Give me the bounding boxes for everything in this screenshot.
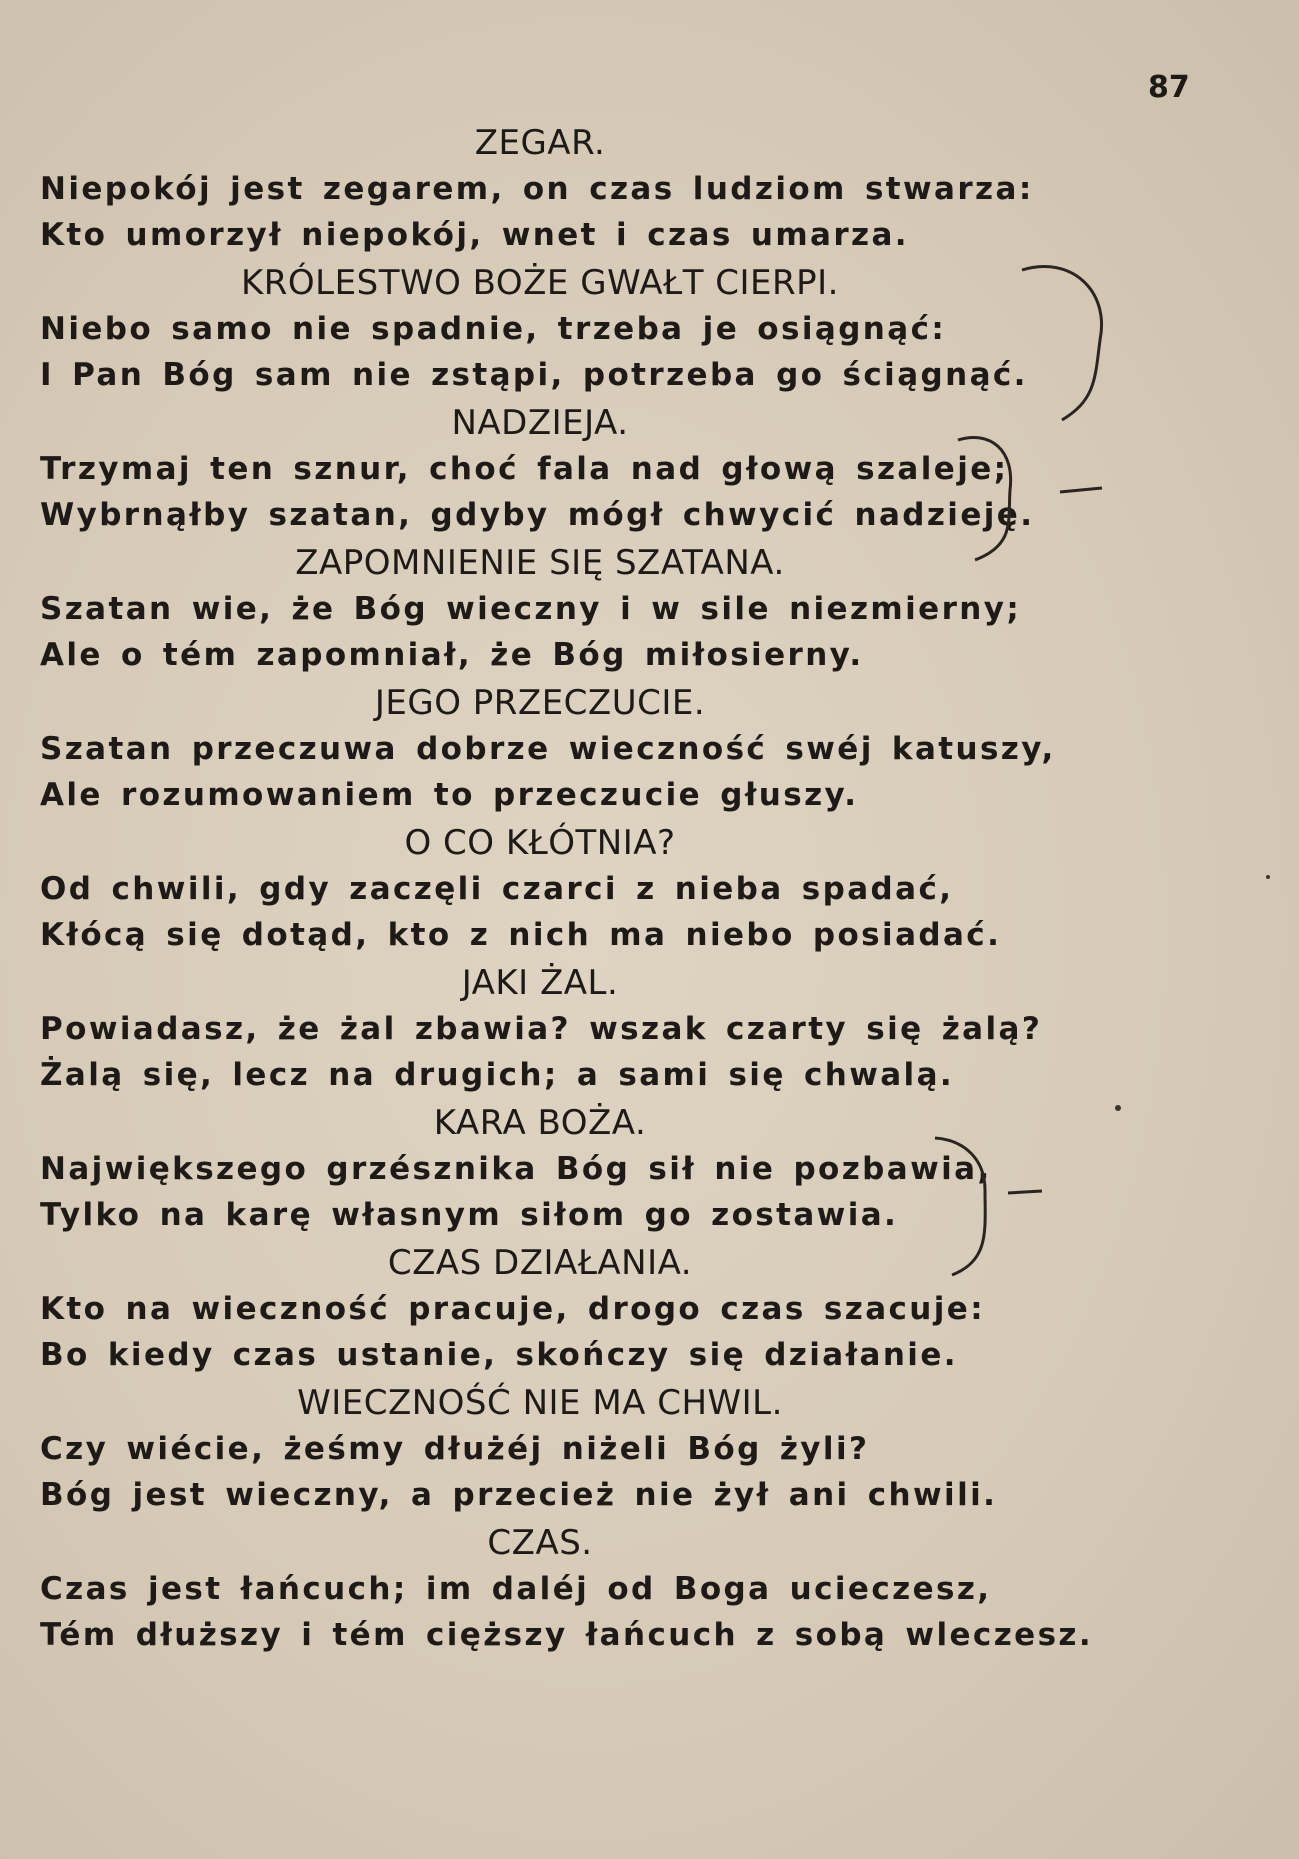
poem-title: NADZIEJA. — [451, 403, 629, 443]
poem-line: Kłócą się dotąd, kto z nich ma niebo posiadać. — [40, 917, 1002, 953]
poem-line: Czas jest łańcuch; im daléj od Boga ucieczesz, — [40, 1571, 992, 1607]
poem-line: Tylko na karę własnym siłom go zostawia. — [40, 1197, 899, 1233]
poem-line: Bo kiedy czas ustanie, skończy się działanie. — [40, 1337, 958, 1373]
poem-line: Szatan wie, że Bóg wieczny i w sile niezmierny; — [40, 591, 1022, 627]
poem-title: CZAS. — [487, 1523, 593, 1563]
poem-line: Szatan przeczuwa dobrze wieczność swéj katuszy, — [40, 731, 1056, 767]
poem-line: Tém dłuższy i tém cięższy łańcuch z sobą wleczesz. — [40, 1617, 1094, 1653]
poem-title: JEGO PRZECZUCIE. — [374, 683, 706, 723]
poem-line: Bóg jest wieczny, a przecież nie żył ani chwili. — [40, 1477, 998, 1513]
poem-line: Kto na wieczność pracuje, drogo czas szacuje: — [40, 1291, 986, 1327]
poem-line: Powiadasz, że żal zbawia? wszak czarty się żalą? — [40, 1011, 1043, 1047]
poem-line: I Pan Bóg sam nie zstąpi, potrzeba go ściągnąć. — [40, 357, 1028, 393]
poem-line: Czy wiécie, żeśmy dłużéj niżeli Bóg żyli? — [40, 1431, 870, 1467]
poem-title: O CO KŁÓTNIA? — [404, 823, 676, 863]
poem — [40, 540, 1040, 678]
poem-line: Niepokój jest zegarem, on czas ludziom stwarza: — [40, 171, 1034, 207]
poem — [40, 1240, 1040, 1378]
poem-title: WIECZNOŚĆ NIE MA CHWIL. — [297, 1383, 783, 1423]
poem-line: Ale o tém zapomniał, że Bóg miłosierny. — [40, 637, 864, 673]
poem-title: KARA BOŻA. — [433, 1103, 647, 1143]
poem-title: JAKI ŻAL. — [461, 963, 619, 1003]
poem-title: ZEGAR. — [474, 123, 606, 163]
poem-line: Niebo samo nie spadnie, trzeba je osiągnąć: — [40, 311, 947, 347]
poem-line: Wybrnąłby szatan, gdyby mógł chwycić nadzieję. — [40, 497, 1035, 533]
ink-speck-icon — [1115, 1105, 1121, 1111]
poem — [40, 1380, 1040, 1518]
poem — [40, 1520, 1094, 1658]
poem — [40, 260, 1040, 398]
poem — [40, 820, 1040, 958]
poem — [40, 400, 1040, 538]
page-number: 87 — [1148, 70, 1190, 105]
poem-line: Największego grzésznika Bóg sił nie pozbawia, — [40, 1151, 992, 1187]
poem-line: Żalą się, lecz na drugich; a sami się chwalą. — [40, 1057, 955, 1093]
poem-line: Trzymaj ten sznur, choć fala nad głową szaleje; — [40, 451, 1009, 487]
ink-speck-icon — [1266, 875, 1270, 879]
poem — [40, 960, 1043, 1098]
poem-line: Ale rozumowaniem to przeczucie głuszy. — [40, 777, 859, 813]
poem-title: CZAS DZIAŁANIA. — [387, 1243, 693, 1283]
dash-mark-icon — [1060, 488, 1102, 492]
poem — [40, 680, 1056, 818]
poem-line: Kto umorzył niepokój, wnet i czas umarza. — [40, 217, 909, 253]
poem-title: KRÓLESTWO BOŻE GWAŁT CIERPI. — [241, 263, 839, 303]
poem-title: ZAPOMNIENIE SIĘ SZATANA. — [295, 543, 785, 583]
poem — [40, 120, 1040, 258]
poem-line: Od chwili, gdy zaczęli czarci z nieba spadać, — [40, 871, 954, 907]
poem — [40, 1100, 1040, 1238]
